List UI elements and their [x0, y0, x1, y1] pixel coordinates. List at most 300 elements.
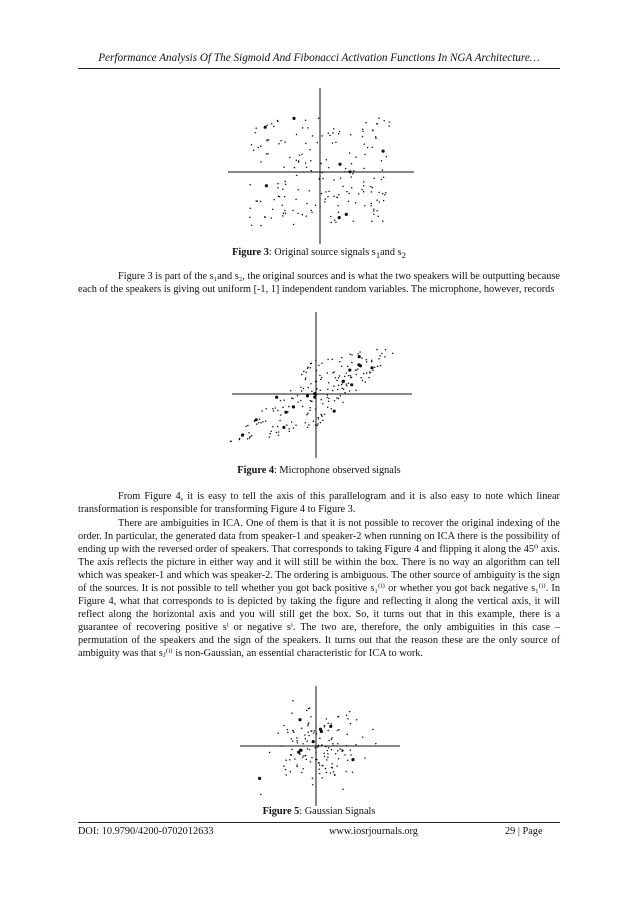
- scatter-point: [375, 743, 377, 745]
- scatter-point: [284, 411, 287, 414]
- scatter-point: [290, 771, 292, 773]
- scatter-point: [375, 138, 377, 140]
- scatter-point: [318, 417, 320, 419]
- scatter-point: [266, 124, 268, 126]
- scatter-point: [326, 718, 328, 720]
- scatter-point: [289, 430, 291, 432]
- scatter-point: [260, 146, 262, 148]
- scatter-point: [297, 213, 299, 215]
- scatter-point: [257, 147, 259, 149]
- scatter-point: [328, 398, 330, 400]
- scatter-point: [320, 379, 322, 381]
- scatter-point: [265, 408, 267, 410]
- scatter-point: [335, 753, 337, 755]
- scatter-point: [327, 730, 329, 732]
- scatter-point: [293, 732, 295, 734]
- scatter-point: [260, 161, 262, 163]
- figure-5-label: Figure 5: [262, 806, 300, 817]
- scatter-point: [350, 383, 353, 386]
- scatter-point: [385, 192, 387, 194]
- scatter-point: [306, 414, 308, 416]
- scatter-point: [346, 385, 348, 387]
- scatter-point: [305, 755, 307, 757]
- scatter-point: [305, 120, 307, 122]
- scatter-point: [344, 754, 346, 756]
- scatter-point: [255, 200, 257, 202]
- scatter-point: [333, 195, 335, 197]
- scatter-point: [285, 184, 287, 186]
- scatter-point: [271, 217, 273, 219]
- scatter-point: [337, 743, 339, 745]
- scatter-point: [362, 136, 364, 138]
- scatter-point: [308, 735, 310, 737]
- scatter-point: [318, 762, 320, 764]
- scatter-point: [230, 441, 232, 443]
- scatter-point: [290, 754, 292, 756]
- scatter-point: [374, 366, 376, 368]
- scatter-point: [285, 212, 287, 214]
- scatter-point: [316, 388, 318, 390]
- paragraph-3: There are ambiguities in ICA. One of them is that it is not possible to recover the original indexing of the order. In particular, the generated data from speaker-1 and speaker-2 when running on ICA there is the possibility of ending up with the reversed order of speakers. That corresponds to taking Figure 4 and flipping it along the 45⁰ axis. The axis reflects the picture in either way and it will still be within the box. There is no way an algorithm can tell which was speaker-1 and which was speaker-2. The ordering is ambiguous. The other source of ambiguity is the sign of the sources. It is not possible to tell whether you got back positive s₁⁽ⁱ⁾ or whether you got back negative s₁⁽ⁱ⁾. In Figure 4, what that corresponds to is depicted by taking the figure and reflecting it along the vertical axis, it will reflect along the horizontal axis and you will still get the box. So, it turns out that in this example, there is a guarantee of recovering positive sⁱ or negative sⁱ. The two are, therefore, the only ambiguities in this case – permutation of the speakers and the sign of the speakers. It turns out that the reason these are the only source of ambiguity was that sⱼ⁽ⁱ⁾ is non-Gaussian, an essential characteristic for ICA to work.: [78, 518, 560, 659]
- header-rule: [78, 68, 560, 69]
- scatter-point: [371, 203, 373, 205]
- scatter-point: [355, 744, 357, 746]
- scatter-point: [341, 366, 343, 368]
- scatter-point: [311, 757, 313, 759]
- scatter-point: [276, 432, 278, 434]
- scatter-point: [277, 187, 279, 189]
- scatter-point: [356, 719, 358, 721]
- scatter-point: [353, 170, 355, 172]
- scatter-point: [375, 136, 377, 138]
- scatter-point: [346, 372, 348, 374]
- scatter-point: [371, 221, 373, 223]
- scatter-point: [350, 754, 352, 756]
- scatter-point: [321, 414, 323, 416]
- scatter-point: [307, 748, 309, 750]
- scatter-point: [316, 733, 318, 735]
- scatter-point: [296, 160, 298, 162]
- scatter-point: [305, 143, 307, 145]
- scatter-point: [366, 361, 368, 363]
- scatter-point: [260, 794, 262, 796]
- scatter-point: [315, 752, 317, 754]
- scatter-point: [269, 436, 271, 438]
- scatter-point: [329, 725, 332, 728]
- scatter-point: [341, 388, 343, 390]
- scatter-point: [380, 365, 382, 367]
- scatter-point: [305, 377, 307, 379]
- scatter-point: [277, 183, 279, 185]
- scatter-point: [313, 732, 315, 734]
- scatter-point: [322, 172, 324, 174]
- scatter-point: [346, 714, 348, 716]
- scatter-point: [334, 410, 336, 412]
- scatter-point: [325, 768, 327, 770]
- scatter-point: [273, 126, 275, 128]
- scatter-point: [335, 221, 337, 223]
- scatter-point: [258, 777, 261, 780]
- scatter-point: [319, 206, 321, 208]
- scatter-point: [273, 410, 275, 412]
- footer-site: www.iosrjournals.org: [329, 826, 418, 837]
- scatter-point: [249, 217, 251, 219]
- scatter-point: [332, 142, 334, 144]
- scatter-point: [296, 737, 298, 739]
- figure-4-scatter: [228, 312, 414, 460]
- scatter-point: [248, 432, 250, 434]
- scatter-point: [325, 191, 327, 193]
- scatter-point: [372, 130, 374, 132]
- scatter-point: [310, 210, 312, 212]
- scatter-point: [283, 213, 285, 215]
- scatter-point: [278, 431, 280, 433]
- scatter-point: [306, 215, 308, 217]
- scatter-point: [260, 422, 262, 424]
- scatter-point: [239, 439, 241, 441]
- scatter-point: [348, 201, 350, 203]
- scatter-point: [302, 743, 304, 745]
- scatter-point: [348, 170, 351, 173]
- scatter-point: [292, 117, 295, 120]
- scatter-point: [277, 426, 279, 428]
- scatter-point: [347, 365, 349, 367]
- scatter-point: [333, 745, 335, 747]
- scatter-point: [361, 189, 363, 191]
- scatter-point: [317, 423, 319, 425]
- scatter-point: [317, 142, 319, 144]
- scatter-point: [329, 135, 331, 137]
- running-header: Performance Analysis Of The Sigmoid And Fibonacci Activation Functions In NGA Architecture…: [98, 52, 540, 64]
- scatter-point: [307, 725, 309, 727]
- scatter-point: [288, 428, 290, 430]
- scatter-point: [315, 205, 317, 207]
- scatter-point: [303, 755, 305, 757]
- scatter-point: [311, 391, 313, 393]
- scatter-point: [371, 191, 373, 193]
- scatter-point: [301, 374, 303, 376]
- scatter-point: [296, 766, 298, 768]
- scatter-point: [296, 175, 298, 177]
- scatter-point: [372, 187, 374, 189]
- scatter-point: [306, 759, 308, 761]
- figure-3-label: Figure 3: [232, 247, 269, 258]
- scatter-point: [330, 772, 332, 774]
- scatter-point: [342, 186, 344, 188]
- scatter-point: [344, 171, 346, 173]
- scatter-point: [363, 181, 365, 183]
- scatter-point: [280, 400, 282, 402]
- scatter-point: [364, 381, 366, 383]
- scatter-point: [364, 205, 366, 207]
- scatter-point: [279, 420, 281, 422]
- scatter-point: [314, 730, 316, 732]
- scatter-point: [299, 749, 301, 751]
- scatter-point: [267, 153, 269, 155]
- scatter-point: [330, 216, 332, 218]
- scatter-point: [382, 150, 385, 153]
- scatter-point: [266, 153, 268, 155]
- scatter-point: [350, 134, 352, 136]
- scatter-point: [318, 118, 320, 120]
- scatter-point: [322, 765, 324, 767]
- scatter-point: [286, 424, 288, 426]
- scatter-point: [256, 423, 258, 425]
- scatter-point: [335, 377, 337, 379]
- scatter-point: [309, 149, 311, 151]
- scatter-point: [307, 368, 309, 370]
- scatter-point: [349, 152, 351, 154]
- scatter-point: [285, 769, 287, 771]
- scatter-point: [352, 772, 354, 774]
- scatter-point: [297, 401, 299, 403]
- scatter-point: [370, 186, 372, 188]
- scatter-point: [341, 357, 343, 359]
- scatter-point: [328, 747, 330, 749]
- scatter-point: [284, 210, 286, 212]
- scatter-point: [310, 383, 312, 385]
- scatter-point: [291, 748, 293, 750]
- scatter-point: [366, 372, 368, 374]
- scatter-point: [264, 126, 267, 129]
- scatter-point: [370, 372, 372, 374]
- scatter-point: [308, 190, 310, 192]
- scatter-point: [315, 392, 317, 394]
- paragraph-2: From Figure 4, it is easy to tell the axis of this parallelogram and it is also easy to note which linear transformation is responsible for transforming Figure 4 to Figure 3.: [78, 491, 560, 515]
- scatter-point: [272, 426, 274, 428]
- scatter-point: [315, 424, 317, 426]
- scatter-point: [299, 753, 301, 755]
- scatter-point: [345, 213, 348, 216]
- scatter-point: [383, 176, 385, 178]
- scatter-point: [321, 135, 323, 137]
- scatter-point: [358, 355, 360, 357]
- scatter-point: [350, 375, 352, 377]
- scatter-point: [266, 139, 268, 141]
- scatter-point: [346, 191, 348, 193]
- scatter-point: [336, 397, 338, 399]
- scatter-point: [324, 414, 326, 416]
- scatter-point: [340, 395, 342, 397]
- scatter-point: [251, 435, 253, 437]
- scatter-point: [376, 349, 378, 351]
- scatter-point: [297, 189, 299, 191]
- scatter-point: [328, 382, 330, 384]
- scatter-point: [292, 405, 295, 408]
- scatter-point: [373, 210, 375, 212]
- scatter-point: [319, 764, 321, 766]
- scatter-point: [338, 194, 340, 196]
- figure-4-label: Figure 4: [237, 465, 274, 476]
- scatter-point: [365, 122, 367, 124]
- scatter-point: [307, 412, 309, 414]
- scatter-point: [278, 143, 280, 145]
- scatter-point: [348, 193, 350, 195]
- scatter-point: [334, 400, 336, 402]
- scatter-point: [333, 179, 335, 181]
- scatter-point: [378, 117, 380, 119]
- scatter-point: [338, 384, 340, 386]
- scatter-point: [331, 408, 333, 410]
- scatter-point: [311, 730, 313, 732]
- scatter-point: [309, 409, 311, 411]
- scatter-point: [327, 196, 329, 198]
- scatter-point: [303, 388, 305, 390]
- scatter-point: [298, 160, 300, 162]
- scatter-point: [271, 123, 273, 125]
- scatter-point: [260, 225, 262, 227]
- scatter-point: [307, 366, 309, 368]
- scatter-point: [342, 382, 344, 384]
- scatter-point: [318, 365, 320, 367]
- scatter-point: [351, 362, 353, 364]
- scatter-point: [328, 401, 330, 403]
- scatter-point: [327, 407, 329, 409]
- scatter-point: [332, 372, 334, 374]
- scatter-point: [305, 372, 307, 374]
- scatter-point: [347, 759, 349, 761]
- scatter-point: [383, 120, 385, 122]
- scatter-point: [306, 710, 308, 712]
- scatter-point: [333, 771, 335, 773]
- scatter-point: [384, 356, 386, 358]
- scatter-point: [291, 421, 293, 423]
- scatter-point: [310, 761, 312, 763]
- scatter-point: [292, 210, 294, 212]
- scatter-point: [277, 120, 279, 122]
- scatter-point: [307, 723, 309, 725]
- scatter-point: [306, 740, 308, 742]
- scatter-point: [337, 205, 339, 207]
- scatter-point: [338, 211, 340, 213]
- scatter-point: [282, 215, 284, 217]
- scatter-point: [273, 199, 275, 201]
- scatter-point: [373, 209, 375, 211]
- scatter-point: [363, 191, 365, 193]
- scatter-point: [335, 142, 337, 144]
- scatter-point: [338, 163, 341, 166]
- scatter-point: [293, 427, 295, 429]
- scatter-point: [321, 193, 323, 195]
- scatter-point: [338, 398, 340, 400]
- scatter-point: [283, 399, 285, 401]
- scatter-point: [350, 377, 352, 379]
- scatter-point: [270, 430, 272, 432]
- scatter-point: [292, 730, 294, 732]
- scatter-point: [325, 746, 327, 748]
- scatter-point: [378, 358, 380, 360]
- scatter-point: [302, 214, 304, 216]
- scatter-point: [308, 424, 310, 426]
- scatter-point: [275, 407, 277, 409]
- scatter-point: [376, 123, 378, 125]
- scatter-point: [320, 163, 322, 165]
- scatter-point: [305, 738, 307, 740]
- scatter-point: [303, 371, 305, 373]
- scatter-point: [332, 132, 334, 134]
- scatter-point: [334, 774, 336, 776]
- scatter-point: [311, 362, 313, 364]
- scatter-point: [355, 374, 357, 376]
- scatter-point: [355, 389, 357, 391]
- scatter-point: [253, 150, 255, 152]
- scatter-point: [382, 169, 384, 171]
- scatter-point: [310, 716, 312, 718]
- scatter-point: [368, 377, 370, 379]
- scatter-point: [309, 749, 311, 751]
- scatter-point: [282, 188, 284, 190]
- scatter-point: [339, 748, 341, 750]
- scatter-point: [298, 718, 301, 721]
- scatter-point: [302, 768, 304, 770]
- scatter-point: [333, 128, 335, 130]
- scatter-point: [301, 772, 303, 774]
- scatter-point: [339, 131, 341, 133]
- scatter-point: [360, 377, 362, 379]
- scatter-point: [287, 732, 289, 734]
- scatter-point: [344, 376, 346, 378]
- scatter-point: [272, 209, 274, 211]
- scatter-point: [327, 359, 329, 361]
- figure-3-caption: Figure 3: Original source signals $s_1and$ $s_2$: [232, 247, 406, 261]
- scatter-point: [269, 433, 271, 435]
- scatter-point: [322, 403, 324, 405]
- scatter-point: [321, 363, 323, 365]
- paragraph-1: Figure 3 is part of the s₁and s₂, the original sources and is what the two speakers will be outputting because each of the speakers is giving out uniform [-1, 1] independent random variables. The microphone, however, records: [78, 271, 560, 295]
- scatter-point: [319, 389, 321, 391]
- footer-rule: [78, 822, 560, 823]
- scatter-point: [371, 361, 373, 363]
- scatter-point: [289, 157, 291, 159]
- scatter-point: [309, 707, 311, 709]
- scatter-point: [330, 222, 332, 224]
- scatter-point: [297, 742, 299, 744]
- scatter-point: [353, 220, 355, 222]
- scatter-point: [311, 211, 313, 213]
- scatter-point: [318, 418, 320, 420]
- scatter-point: [363, 185, 365, 187]
- scatter-point: [309, 407, 311, 409]
- scatter-point: [343, 388, 345, 390]
- scatter-point: [300, 387, 302, 389]
- scatter-point: [337, 730, 339, 732]
- scatter-point: [311, 170, 313, 172]
- scatter-point: [337, 389, 339, 391]
- scatter-point: [324, 201, 326, 203]
- scatter-point: [325, 198, 327, 200]
- scatter-point: [268, 139, 270, 141]
- scatter-point: [352, 173, 354, 175]
- scatter-point: [264, 216, 266, 218]
- footer-doi: DOI: 10.9790/4200-0702012633: [78, 826, 214, 837]
- scatter-point: [285, 759, 287, 761]
- scatter-point: [321, 377, 323, 379]
- scatter-point: [307, 427, 309, 429]
- scatter-point: [277, 410, 279, 412]
- scatter-point: [330, 723, 332, 725]
- scatter-point: [247, 438, 249, 440]
- footer-page-number: 29 | Page: [505, 826, 543, 837]
- scatter-point: [292, 398, 294, 400]
- scatter-point: [302, 757, 304, 759]
- scatter-point: [319, 728, 322, 731]
- scatter-point: [316, 425, 318, 427]
- scatter-point: [275, 396, 278, 399]
- scatter-point: [349, 711, 351, 713]
- scatter-point: [319, 375, 321, 377]
- scatter-point: [251, 144, 253, 146]
- scatter-point: [297, 395, 299, 397]
